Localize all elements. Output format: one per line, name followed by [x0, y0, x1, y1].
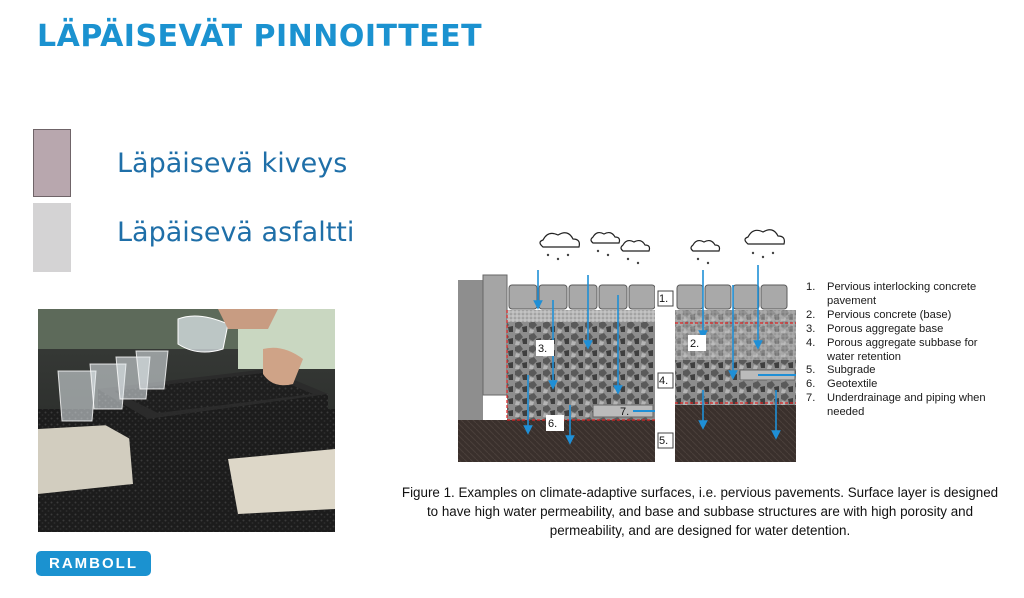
legend-item: 1. Pervious interlocking concrete pavement: [806, 281, 977, 307]
swatch-asfaltti: [33, 203, 71, 272]
pervious-asphalt-photo: [38, 309, 335, 532]
diagram-label-3: 3.: [538, 343, 548, 355]
legend-item: 4. Porous aggregate subbase for water retention: [806, 336, 978, 363]
diagram-label-5: 5.: [659, 435, 669, 447]
diagram-label-4: 4.: [659, 375, 669, 387]
diagram-label-2: 2.: [690, 338, 700, 350]
legend-item: 5. Subgrade: [806, 364, 876, 377]
legend-item: 3. Porous aggregate base: [806, 322, 944, 335]
figure-caption: Figure 1. Examples on climate-adaptive surfaces, i.e. pervious pavements. Surface layer is designed to have high water permeability, and base and subbase structures are with high porosity and permeability, and are designed for water detention.: [401, 485, 999, 538]
diagram-legend: [806, 281, 1006, 420]
page-title: LÄPÄISEVÄT PINNOITTEET: [37, 19, 483, 54]
legend-item: 2. Pervious concrete (base): [806, 308, 952, 321]
legend-label-kiveys: Läpäisevä kiveys: [117, 148, 348, 179]
legend-label-asfaltti: Läpäisevä asfaltti: [117, 217, 355, 248]
diagram-label-6: 6.: [548, 418, 558, 430]
ramboll-logo: RAMBOLL: [36, 551, 151, 576]
legend-item: 6. Geotextile: [806, 378, 878, 391]
pervious-pavement-diagram: [458, 225, 796, 465]
legend-item: 7. Underdrainage and piping when needed: [806, 392, 986, 419]
diagram-label-7: 7.: [620, 406, 630, 418]
swatch-kiveys: [33, 129, 71, 197]
diagram-label-1: 1.: [659, 293, 669, 305]
